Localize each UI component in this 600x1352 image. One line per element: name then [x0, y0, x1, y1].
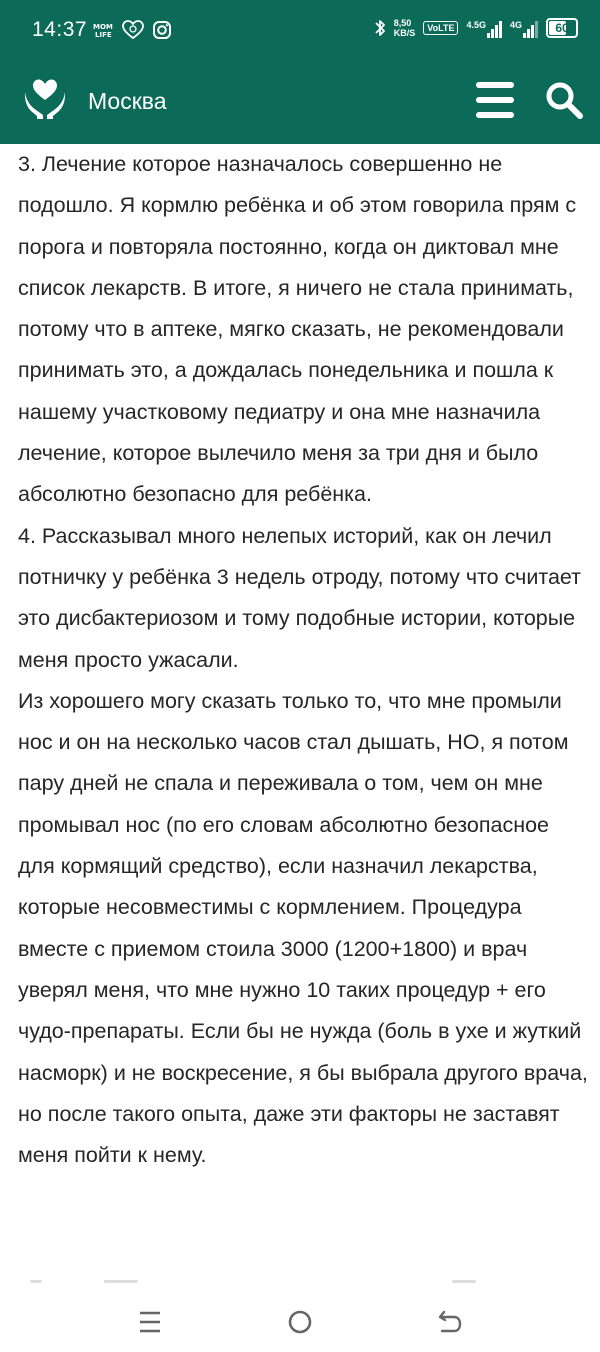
- city-selector[interactable]: Москва: [88, 88, 167, 114]
- heart-app-icon: [122, 20, 144, 40]
- hamburger-menu-icon[interactable]: [476, 80, 514, 120]
- bluetooth-icon: [374, 18, 386, 38]
- volte-badge: VoLTE: [423, 21, 458, 35]
- svg-text:MOM: MOM: [93, 23, 113, 31]
- review-paragraph: 3. Лечение которое назначалось совершенно не подошло. Я кормлю ребёнка и об этом говорила прям с порога и повторяла постоянно, когда он диктовал мне список лекарств. В итоге, я ничего не стала принимать, потому что в аптеке, мягко сказать, не рекомендовали принимать это, а дождалась понедельника и пошла к нашему участковому педиатру и она мне назначила лечение, которое вылечило меня за три дня и было абсолютно безопасно для ребёнка.: [18, 152, 577, 507]
- instagram-icon: [152, 20, 172, 40]
- sim2-signal: [510, 18, 538, 38]
- sim2-network-label: 4G: [509, 20, 522, 30]
- network-speed-unit: KB/S: [393, 28, 416, 38]
- app-bar: [0, 66, 600, 144]
- recents-icon[interactable]: [130, 1302, 170, 1342]
- review-paragraph: 4. Рассказывал много нелепых историй, как он лечил потничку у ребёнка 3 недель отроду, потому что считает это дисбактериозом и тому подобные истории, которые меня просто ужасали.: [18, 523, 581, 672]
- home-icon[interactable]: [280, 1302, 320, 1342]
- svg-text:LIFE: LIFE: [95, 31, 112, 39]
- sim1-signal: [466, 18, 502, 38]
- review-paragraph: Из хорошего могу сказать только то, что мне промыли нос и он на несколько часов стал дышать, НО, я потом пару дней не спала и переживала о том, чем он мне промывал нос (по его словам абсолютно безопасное для кормящий средство), если назначил лекарства, которые несовместимы с кормлением. Процедура вместе с приемом стоила 3000 (1200+1800) и врач уверял меня, что мне нужно 10 таких процедур + его чудо-препараты. Если бы не нужда (боль в ухе и жуткий насморк) и не воскресение, я бы выбрала другого врача, но после такого опыта, даже эти факторы не заставят меня пойти к нему.: [18, 688, 588, 1168]
- heart-hands-icon[interactable]: [22, 76, 68, 122]
- next-section-hint: [0, 1280, 600, 1286]
- battery-indicator: [546, 18, 578, 38]
- mom-life-app-icon: [92, 21, 114, 39]
- search-icon[interactable]: [544, 80, 584, 120]
- status-time: 14:37: [32, 18, 88, 41]
- network-speed: [394, 18, 416, 38]
- status-right: [374, 18, 578, 38]
- sim1-network-label: 4.5G: [466, 20, 486, 30]
- notification-icons: [92, 20, 172, 40]
- back-icon[interactable]: [430, 1302, 470, 1342]
- system-navigation-bar: [0, 1290, 600, 1352]
- battery-percent: 60: [555, 21, 569, 35]
- network-speed-value: 8,50: [393, 18, 412, 28]
- status-bar: [0, 0, 600, 66]
- review-text: [18, 144, 588, 1176]
